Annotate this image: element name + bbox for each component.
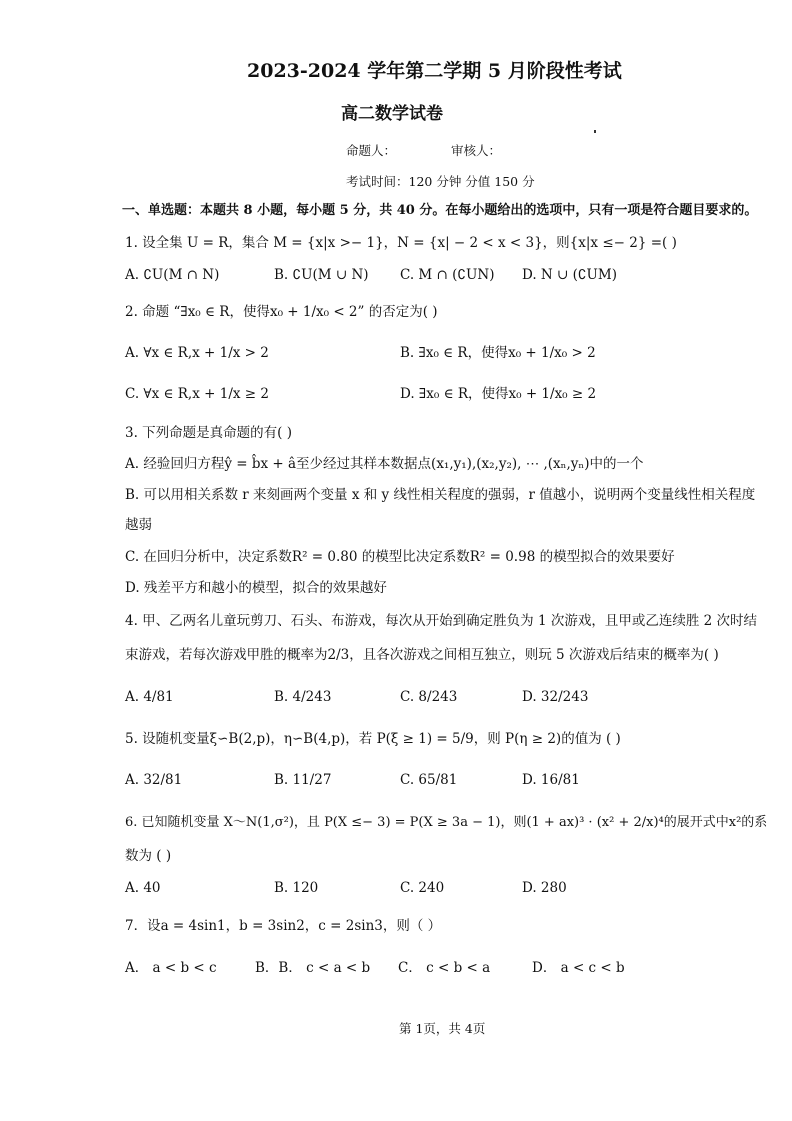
scan-speck	[594, 130, 596, 133]
page-number: 第 1页，共 4页	[399, 1021, 486, 1036]
question-7-stem: 7．设a = 4sin1，b = 3sin2，c = 2sin3，则（ ）	[125, 918, 442, 934]
time-score: 考试时间：120 分钟 分值 150 分	[346, 174, 535, 189]
question-3-option-a: A. 经验回归方程ŷ = b̂x + â至少经过其样本数据点(x₁,y₁),(x₂,y₂), ⋯ ,(xₙ,yₙ)中的一个	[125, 456, 644, 472]
question-7-option-b: B．B． c < a < b	[255, 960, 371, 976]
question-5-stem: 5. 设随机变量ξ∽B(2,p)，η∽B(4,p)，若 P(ξ ≥ 1) = 5/9，则 P(η ≥ 2)的值为 ( )	[125, 731, 621, 747]
question-2-stem: 2. 命题 “∃x₀ ∈ R，使得x₀ + 1/x₀ < 2” 的否定为( )	[125, 304, 438, 320]
exam-subtitle: 高二数学试卷	[341, 104, 443, 124]
section-heading: 一、单选题：本题共 8 小题，每小题 5 分，共 40 分。在每小题给出的选项中，只有一项是符合题目要求的。	[122, 203, 758, 218]
question-4-option-c: C. 8/243	[400, 689, 458, 705]
question-7-option-c: C． c < b < a	[398, 960, 491, 976]
question-1-option-d: D. N ∪ (∁UM)	[522, 267, 617, 283]
question-3-option-d: D. 残差平方和越小的模型，拟合的效果越好	[125, 580, 387, 596]
author-label: 命题人：	[346, 143, 397, 158]
exam-title: 2023-2024 学年第二学期 5 月阶段性考试	[247, 60, 622, 82]
reviewer-label: 审核人：	[451, 143, 502, 158]
question-2-option-b: B. ∃x₀ ∈ R，使得x₀ + 1/x₀ > 2	[400, 345, 596, 361]
question-6-option-b: B. 120	[274, 880, 319, 896]
question-2-option-d: D. ∃x₀ ∈ R，使得x₀ + 1/x₀ ≥ 2	[400, 386, 597, 402]
question-1-option-a: A. ∁U(M ∩ N)	[125, 267, 220, 283]
question-1-stem: 1. 设全集 U = R，集合 M = {x|x >− 1}，N = {x| − 2 < x < 3}，则{x|x ≤− 2} =( )	[125, 235, 677, 251]
question-5-option-a: A. 32/81	[125, 772, 183, 788]
question-1-option-b: B. ∁U(M ∪ N)	[274, 267, 369, 283]
question-1-option-c: C. M ∩ (∁UN)	[400, 267, 495, 283]
question-4-stem-line2: 束游戏，若每次游戏甲胜的概率为2/3，且各次游戏之间相互独立，则玩 5 次游戏后结束的概率为( )	[125, 647, 719, 663]
question-4-option-a: A. 4/81	[125, 689, 174, 705]
question-6-option-a: A. 40	[125, 880, 161, 896]
question-4-option-b: B. 4/243	[274, 689, 332, 705]
question-4-stem-line1: 4. 甲、乙两名儿童玩剪刀、石头、布游戏，每次从开始到确定胜负为 1 次游戏，且甲或乙连续胜 2 次时结	[125, 613, 758, 629]
question-6-option-d: D. 280	[522, 880, 567, 896]
question-5-option-c: C. 65/81	[400, 772, 458, 788]
question-6-stem-line2: 数为 ( )	[125, 848, 172, 864]
question-2-option-a: A. ∀x ∈ R,x + 1/x > 2	[125, 345, 269, 361]
question-2-option-c: C. ∀x ∈ R,x + 1/x ≥ 2	[125, 386, 269, 402]
question-4-option-d: D. 32/243	[522, 689, 589, 705]
question-7-option-a: A． a < b < c	[125, 960, 217, 976]
question-7-option-d: D． a < c < b	[532, 960, 625, 976]
question-3-option-c: C. 在回归分析中，决定系数R² = 0.80 的模型比决定系数R² = 0.98 的模型拟合的效果要好	[125, 549, 675, 565]
question-3-option-b-line1: B. 可以用相关系数 r 来刻画两个变量 x 和 y 线性相关程度的强弱，r 值越小，说明两个变量线性相关程度	[125, 487, 756, 503]
question-3-stem: 3. 下列命题是真命题的有( )	[125, 425, 292, 441]
question-5-option-d: D. 16/81	[522, 772, 580, 788]
question-5-option-b: B. 11/27	[274, 772, 332, 788]
question-3-option-b-line2: 越弱	[125, 517, 152, 533]
question-6-stem-line1: 6. 已知随机变量 X～N(1,σ²)，且 P(X ≤− 3) = P(X ≥ 3a − 1)，则(1 + ax)³ · (x² + 2/x)⁴的展开式中x²的系	[125, 815, 768, 830]
question-6-option-c: C. 240	[400, 880, 445, 896]
